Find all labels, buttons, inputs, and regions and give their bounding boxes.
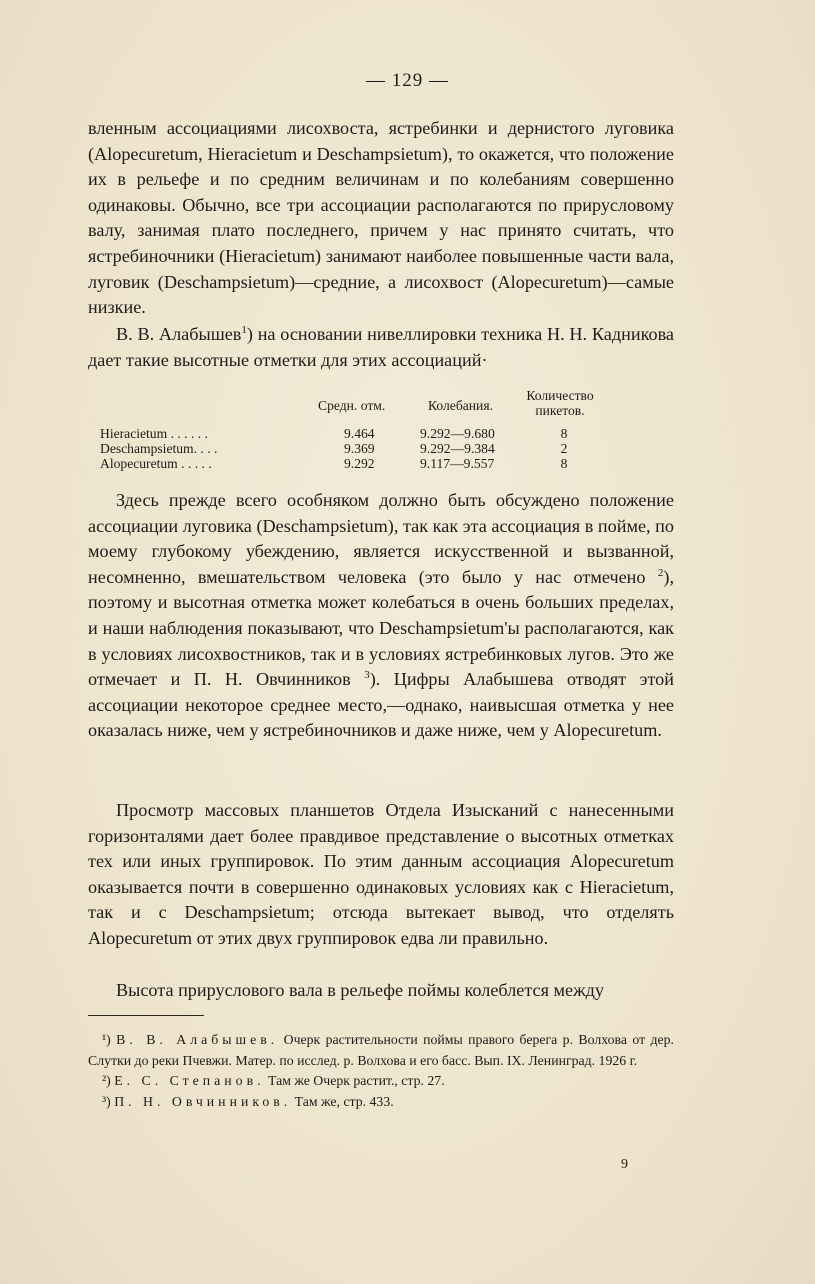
text-span: ), поэтому и высотная отметка может колебаться в очень больших пределах, и наши наблюдения показывают, что Deschampsietum'ы располагаются, как в условиях лисохвостников, так и в условиях ястребинковых лугов. Это же отмечает и П. Н. Овчинников [88, 566, 674, 690]
elevation-range: 9.292—9.384 [420, 441, 495, 456]
association-name: Deschampsietum. . . . [100, 441, 218, 456]
paragraph-alabyshev [88, 322, 674, 373]
footnote-divider [88, 1015, 204, 1016]
column-header-count [520, 388, 600, 418]
signature-mark: 9 [621, 1157, 628, 1172]
paragraph-continuation: вленным ассоциациями лисохвоста, ястребинки и дернистого луговика (Alopecuretum, Hieracietum и Deschampsietum), то окажется, что положение их в рельефе и по средним величинам и по колебаниям совершенно одинаковы. Обычно, все три ассоциации располагаются по прирусловому валу, занимая плато последнего, причем у нас принято считать, что ястребиночники (Hieracietum) занимают наиболее повышенные части вала, луговик (Deschampsietum)—средние, а лисохвост (Alopecuretum)—самые низкие. [88, 118, 674, 318]
mean-elevation: 9.292 [344, 456, 375, 471]
picket-count: 8 [560, 456, 568, 471]
footnote-marker: ²) [102, 1073, 111, 1088]
association-name: Alopecuretum . . . . . [100, 456, 212, 471]
column-header-mean: Средн. отм. [318, 398, 386, 413]
elevation-table [100, 386, 620, 471]
footnote-3 [88, 1092, 674, 1113]
table-row [100, 426, 620, 441]
column-header-count-line1: Количество [526, 388, 594, 403]
footnote-ref-2: 2 [657, 566, 664, 579]
text-span: В. В. Алабышев [116, 324, 242, 344]
footnote-ref-3: 3 [364, 669, 370, 682]
paragraph-survey-maps: Просмотр массовых планшетов Отдела Изысканий с нанесенными горизонталями дает более правдивое представление о высотных отметках тех или иных группировок. По этим данным ассоциация Alopecuretum оказывается почти в совершенно одинаковых условиях как с Hieracietum, так и с Deschampsietum; отсюда вытекает вывод, что отделять Alopecuretum от этих двух группировок едва ли правильно. [88, 800, 674, 948]
footnote-text: Очерк растительности поймы правого берега р. Волхова от дер. Слутки до реки Пчевжи. Матер. по исслед. р. Волхова и его басс. Вып. IX. Ленинград. 1926 г. [88, 1032, 674, 1068]
elevation-range: 9.117—9.557 [420, 456, 495, 471]
picket-count: 8 [560, 426, 568, 441]
footnote-1 [88, 1030, 674, 1071]
footnote-author: Е. С. Степанов. [114, 1073, 265, 1088]
column-header-range: Колебания. [428, 398, 493, 413]
footnote-author: П. Н. Овчинников. [114, 1093, 292, 1109]
text-span: ) на основании нивеллировки техника Н. Н. Кадникова дает такие высотные отметки для этих ассоциаций· [88, 324, 674, 370]
text-span: Здесь прежде всего особняком должно быть обсуждено положение ассоциации луговика (Deschampsietum), так как эта ассоциация в пойме, по моему глубокому убеждению, является искусственной и вызванной, несомненно, вмешательством человека (это было у нас отмечено [88, 490, 674, 587]
footnote-text: Там же Очерк растит., стр. 27. [268, 1073, 445, 1088]
footnote-marker: ³) [102, 1093, 111, 1109]
paragraph-levee-height: Высота прируслового вала в рельефе поймы колеблется между [116, 980, 605, 1000]
text-span: ). Цифры Алабышева отводят этой ассоциации некоторое среднее место,—однако, наивысшая отметка у нее оказалась ниже, чем у ястребиночников и даже ниже, чем у Alopecuretum. [88, 669, 675, 741]
footnote-text: Там же, стр. 433. [294, 1093, 394, 1109]
footnote-marker: ¹) [102, 1032, 111, 1047]
footnote-author: В. В. Алабышев. [116, 1032, 279, 1047]
paragraph-deschampsietum [88, 488, 674, 744]
table-row [100, 441, 620, 456]
column-header-count-line2: пикетов. [535, 403, 585, 418]
footnotes [88, 1030, 674, 1112]
mean-elevation: 9.369 [344, 441, 375, 456]
footnote-2 [88, 1071, 674, 1092]
mean-elevation: 9.464 [344, 426, 375, 441]
picket-count: 2 [560, 441, 568, 456]
page-number-header: — 129 — [366, 70, 449, 91]
footnote-ref-1: 1 [241, 323, 247, 336]
elevation-range: 9.292—9.680 [420, 426, 495, 441]
table-header-row [100, 386, 620, 426]
table-row [100, 456, 620, 471]
association-name: Hieracietum . . . . . . [100, 426, 208, 441]
